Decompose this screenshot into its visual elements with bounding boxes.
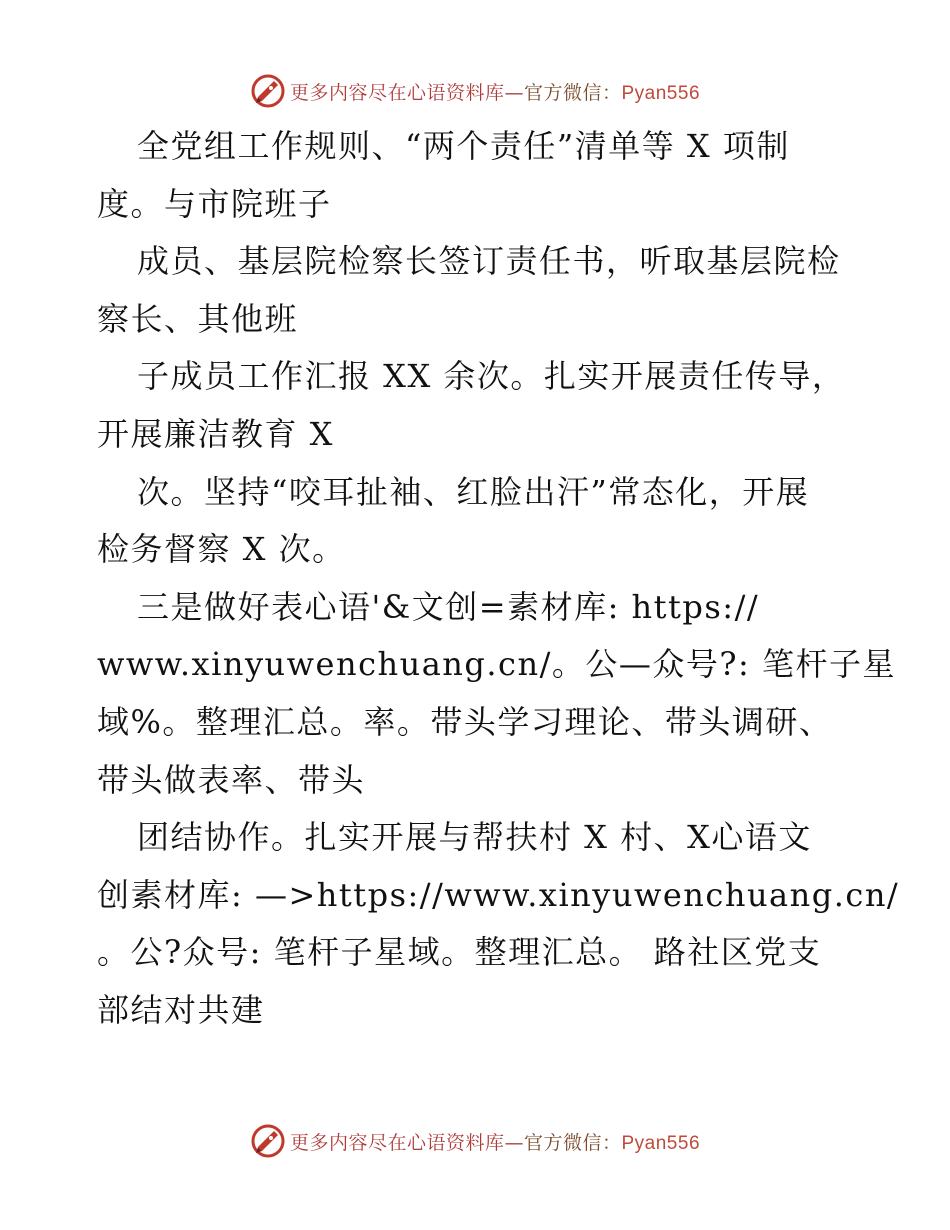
text-line: 。公?众号: 笔杆子星域。整理汇总。 路社区党支 bbox=[97, 933, 822, 972]
text-line: 团结协作。扎实开展与帮扶村 X 村、X心语文 bbox=[137, 818, 812, 857]
pen-logo-icon bbox=[250, 1123, 286, 1159]
text-line: 三是做好表心语'&文创=素材库: https:// bbox=[137, 587, 760, 626]
text-line: 域%。整理汇总。率。带头学习理论、带头调研、 bbox=[97, 702, 833, 741]
pen-logo-icon bbox=[250, 73, 286, 109]
header-banner-text: 更多内容尽在心语资料库—官方微信：Pyan556 bbox=[289, 81, 701, 104]
text-line: 次。坚持“咬耳扯袖、红脸出汗”常态化，开展 bbox=[137, 472, 810, 511]
text-line: 开展廉洁教育 X bbox=[97, 414, 334, 453]
footer-banner bbox=[0, 1121, 950, 1161]
header-banner bbox=[0, 71, 950, 111]
text-line: 部结对共建 bbox=[97, 990, 265, 1029]
text-line: www.xinyuwenchuang.cn/。公—众号?: 笔杆子星 bbox=[97, 645, 896, 684]
text-line: 度。与市院班子 bbox=[97, 184, 332, 223]
text-line: 检务督察 X 次。 bbox=[97, 530, 346, 569]
text-line: 创素材库: —>https://www.xinyuwenchuang.cn/ bbox=[97, 875, 900, 914]
text-line: 子成员工作汇报 XX 余次。扎实开展责任传导， bbox=[137, 357, 846, 396]
text-line: 全党组工作规则、“两个责任”清单等 X 项制 bbox=[137, 127, 790, 165]
text-line: 成员、基层院检察长签订责任书，听取基层院检 bbox=[137, 242, 841, 281]
text-line: 带头做表率、带头 bbox=[97, 760, 366, 799]
footer-banner-text: 更多内容尽在心语资料库—官方微信：Pyan556 bbox=[289, 1131, 701, 1154]
text-line: 察长、其他班 bbox=[97, 299, 299, 338]
document-body bbox=[97, 118, 900, 1040]
